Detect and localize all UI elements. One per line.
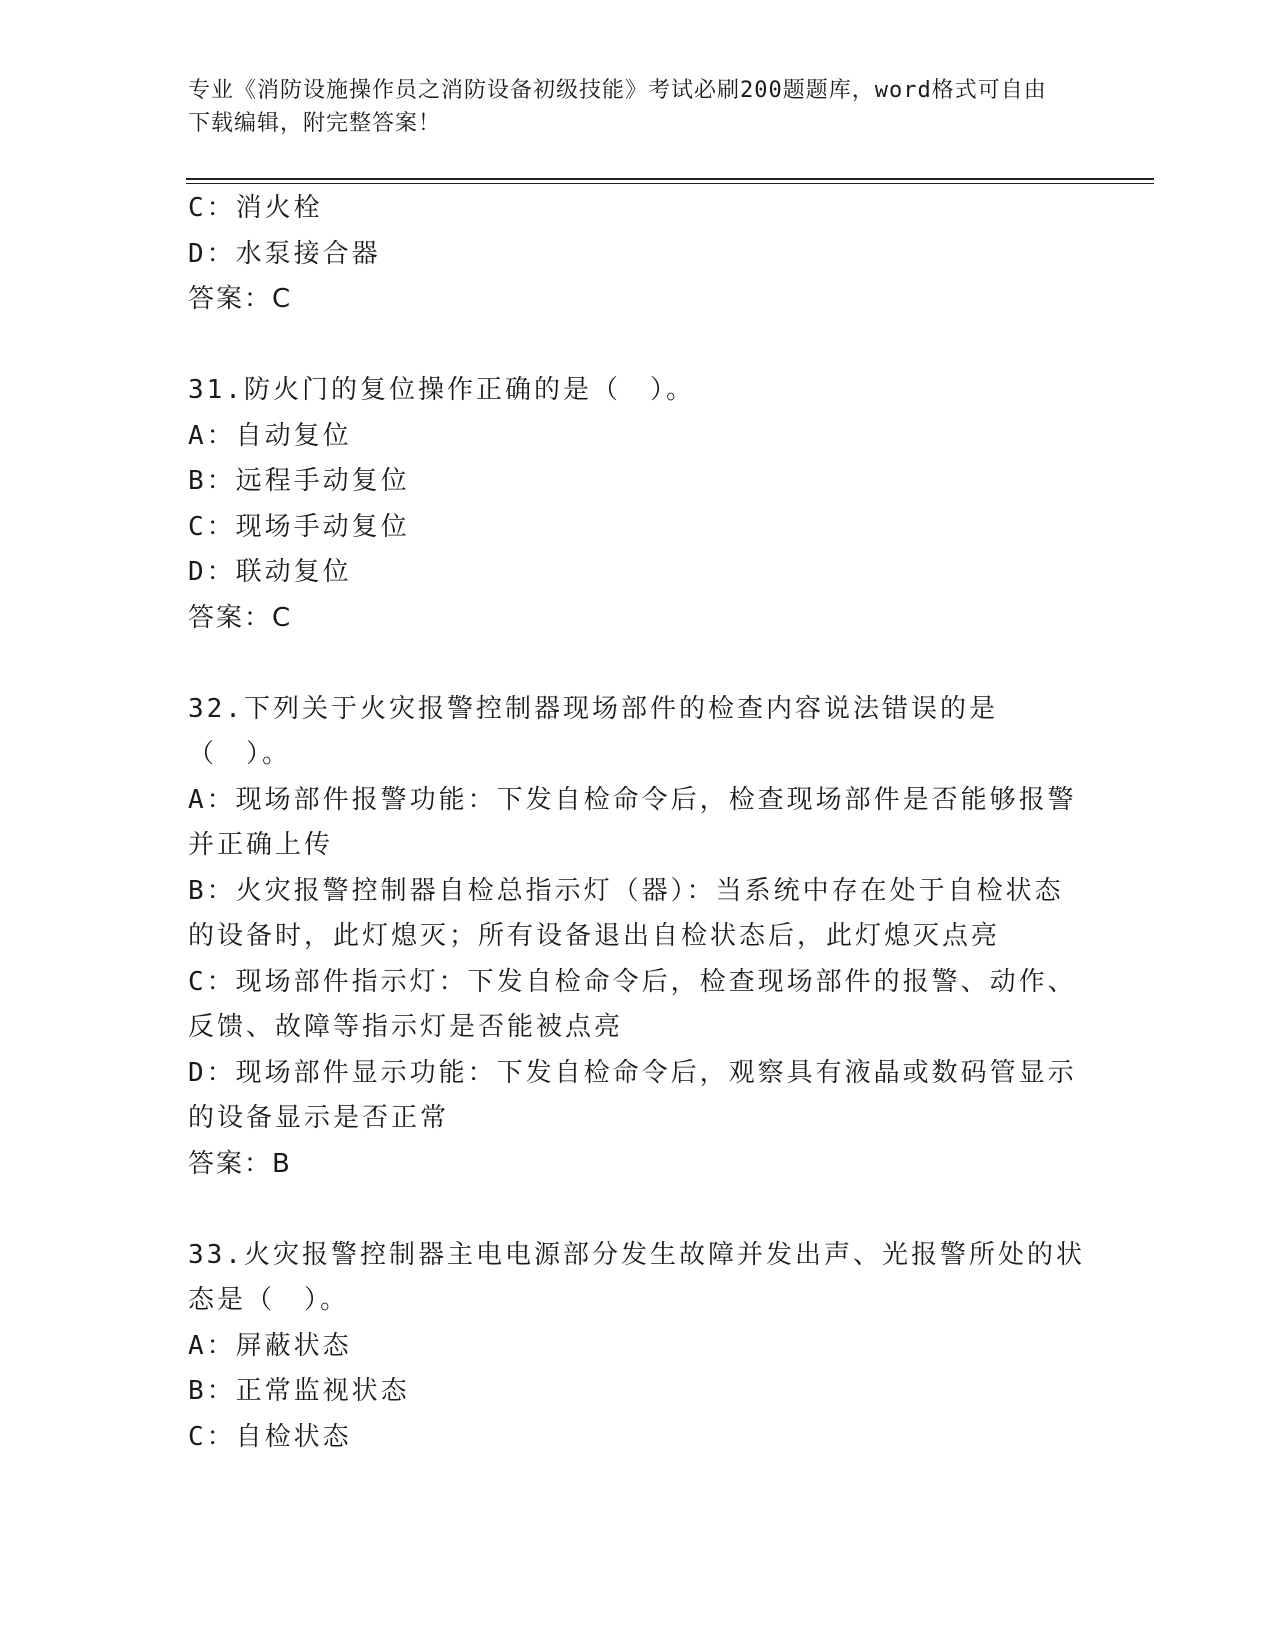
option-d: D：水泵接合器 — [188, 238, 381, 269]
page-header — [188, 74, 1068, 140]
question-stem: 33.火灾报警控制器主电电源部分发生故障并发出声、光报警所处的状态是（ ）。 — [188, 1239, 1085, 1315]
option-b: B：远程手动复位 — [188, 466, 410, 496]
option-c: C：消火栓 — [188, 193, 323, 223]
question-stem: 32.下列关于火灾报警控制器现场部件的检查内容说法错误的是（ ）。 — [188, 693, 998, 769]
question-32 — [188, 687, 1088, 1188]
header-title: 专业《消防设施操作员之消防设备初级技能》考试必刷200题题库，word格式可自由下载编辑，附完整答案！ — [188, 78, 1047, 136]
spacer — [188, 323, 1088, 369]
question-list — [188, 186, 1088, 1460]
question-31 — [188, 368, 1088, 641]
option-d: D：现场部件显示功能：下发自检命令后，观察具有液晶或数码管显示的设备显示是否正常 — [188, 1057, 1077, 1133]
option-c: C：现场手动复位 — [188, 511, 410, 542]
option-a: A：现场部件报警功能：下发自检命令后，检查现场部件是否能够报警并正确上传 — [188, 784, 1077, 860]
option-a: A：自动复位 — [188, 420, 352, 451]
answer-line: 答案：C — [188, 602, 293, 633]
option-c: C：现场部件指示灯：下发自检命令后，检查现场部件的报警、动作、反馈、故障等指示灯是否能被点亮 — [188, 966, 1077, 1042]
header-divider — [186, 178, 1154, 184]
answer-line: 答案：B — [188, 1148, 292, 1179]
spacer — [188, 641, 1088, 687]
spacer — [188, 1187, 1088, 1233]
option-b: B：火灾报警控制器自检总指示灯（器）：当系统中存在处于自检状态的设备时，此灯熄灭；所有设备退出自检状态后，此灯熄灭点亮 — [188, 875, 1064, 951]
option-a: A：屏蔽状态 — [188, 1330, 352, 1361]
answer-line: 答案：C — [188, 284, 293, 314]
question-33 — [188, 1233, 1088, 1461]
option-c: C：自检状态 — [188, 1421, 352, 1452]
option-d: D：联动复位 — [188, 557, 352, 587]
question-fragment — [188, 186, 1088, 323]
option-b: B：正常监视状态 — [188, 1376, 410, 1406]
question-stem: 31.防火门的复位操作正确的是（ ）。 — [188, 375, 695, 405]
